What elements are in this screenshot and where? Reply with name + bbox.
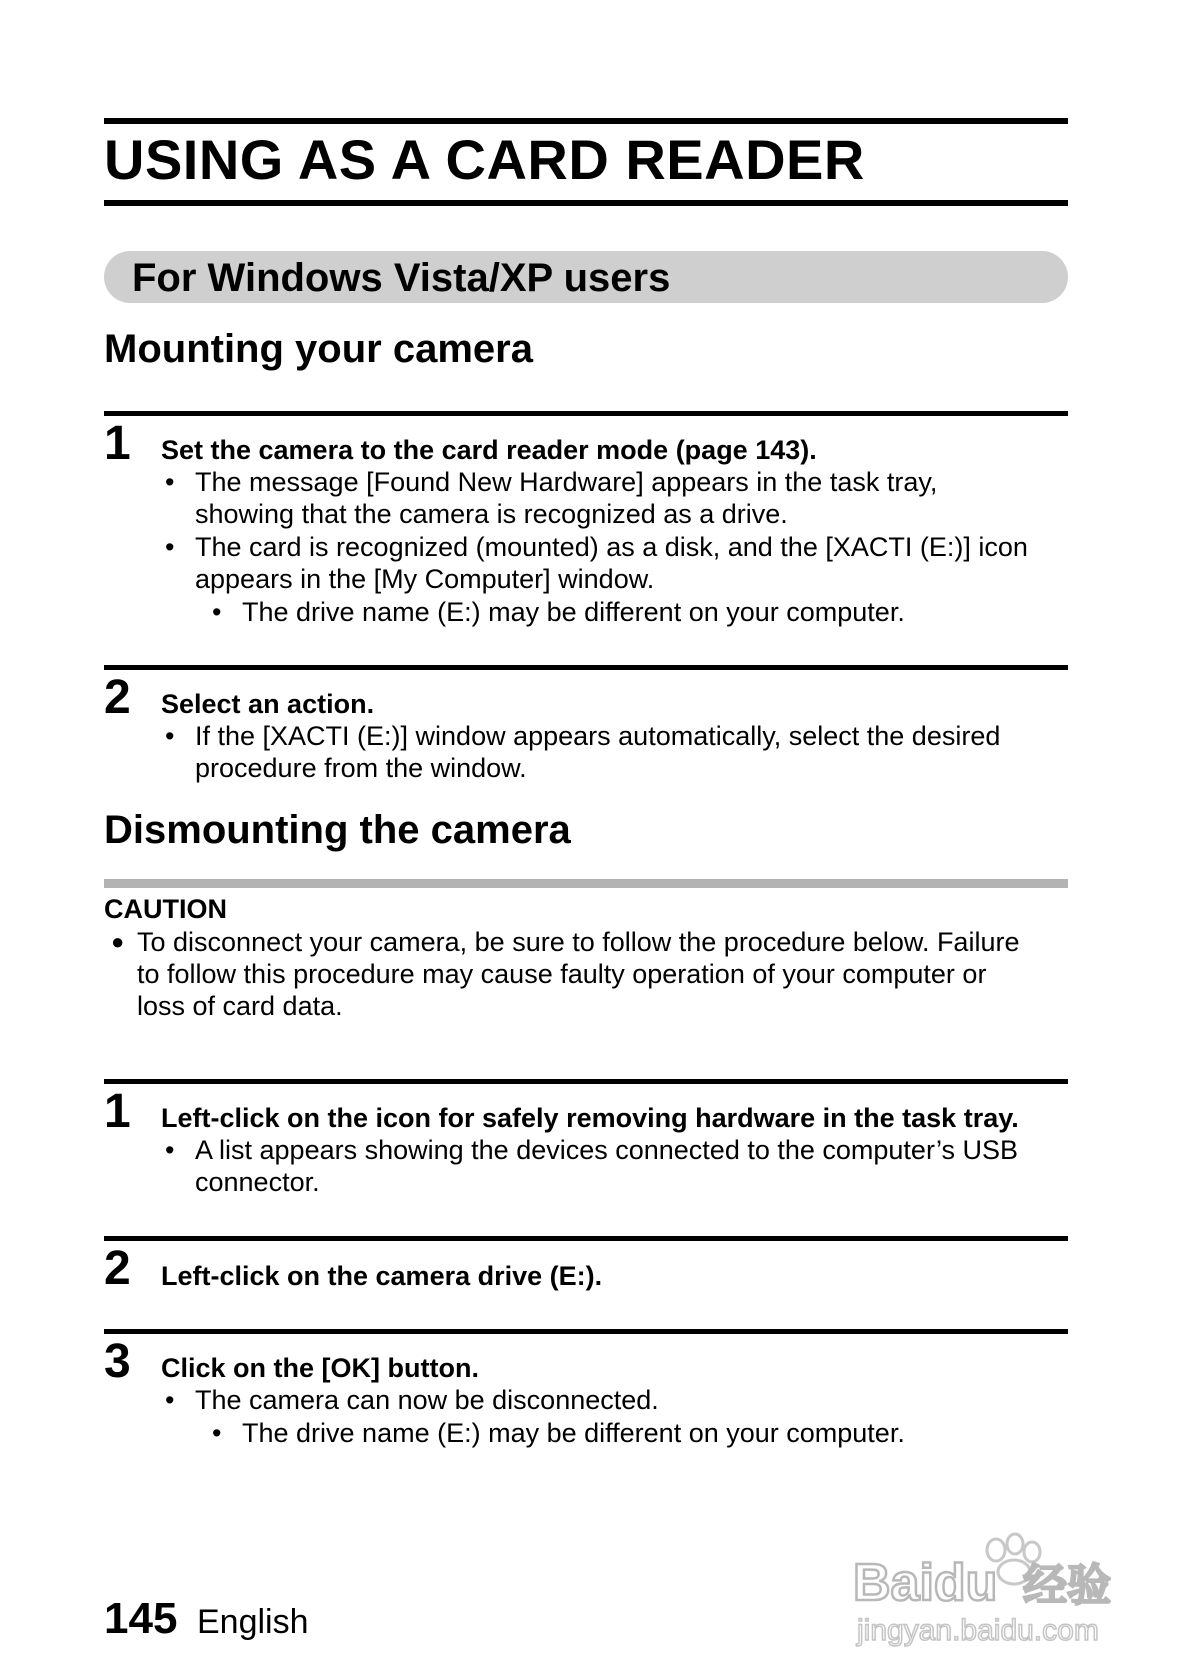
bullet-icon: • (165, 467, 175, 497)
dismounting-heading: Dismounting the camera (104, 808, 571, 852)
bullet-icon: • (165, 721, 175, 751)
bullet-icon: • (165, 1385, 175, 1415)
step-number: 2 (104, 671, 131, 724)
step-number: 1 (104, 417, 131, 470)
caution-bullet-icon: ● (111, 929, 125, 954)
page-language: English (197, 1603, 309, 1641)
watermark-brand: Baidu (853, 1554, 998, 1612)
sub-bullet-icon: • (212, 1418, 222, 1448)
sub-bullet-text: The drive name (E:) may be different on your computer. (242, 597, 905, 627)
caution-text: loss of card data. (137, 991, 343, 1021)
bullet-text: A list appears showing the devices connected to the computer’s USB (195, 1135, 1018, 1165)
page-number: 145 (104, 1594, 178, 1643)
bullet-text: procedure from the window. (195, 753, 527, 783)
bullet-icon: • (165, 532, 175, 562)
step-title: Click on the [OK] button. (161, 1353, 479, 1383)
step-number: 1 (104, 1085, 131, 1138)
watermark-chinese: 经验 (1023, 1560, 1111, 1611)
step-rule (104, 1079, 1068, 1084)
step-rule (104, 1236, 1068, 1241)
caution-text: To disconnect your camera, be sure to follow the procedure below. Failure (137, 927, 1020, 957)
sub-bullet-text: The drive name (E:) may be different on your computer. (242, 1418, 905, 1448)
baidu-watermark (853, 1522, 1133, 1652)
bullet-text: connector. (195, 1167, 320, 1197)
step-title: Set the camera to the card reader mode (page 143). (161, 435, 817, 465)
bullet-text: The camera can now be disconnected. (195, 1385, 659, 1415)
bullet-text: showing that the camera is recognized as a drive. (195, 499, 788, 529)
step-title: Left-click on the camera drive (E:). (161, 1261, 603, 1291)
step-title: Select an action. (161, 689, 375, 719)
step-title: Left-click on the icon for safely removing hardware in the task tray. (161, 1103, 1019, 1133)
title-rule-top (104, 118, 1068, 124)
step-rule (104, 411, 1068, 416)
step-rule (104, 665, 1068, 670)
step-rule (104, 1329, 1068, 1334)
caution-bar (104, 879, 1068, 888)
bullet-icon: • (165, 1135, 175, 1165)
step-number: 2 (104, 1242, 131, 1295)
bullet-text: If the [XACTI (E:)] window appears automatically, select the desired (195, 721, 1001, 751)
caution-label: CAUTION (104, 894, 227, 924)
page-title: USING AS A CARD READER (104, 128, 865, 191)
sub-bullet-icon: • (212, 597, 222, 627)
step-number: 3 (104, 1335, 131, 1388)
bullet-text: The card is recognized (mounted) as a disk, and the [XACTI (E:)] icon (195, 532, 1028, 562)
title-rule-bottom (104, 200, 1068, 206)
section-title: For Windows Vista/XP users (132, 256, 671, 300)
watermark-url: jingyan.baidu.com (857, 1614, 1099, 1647)
bullet-text: The message [Found New Hardware] appears in the task tray, (195, 467, 938, 497)
mounting-heading: Mounting your camera (104, 327, 533, 371)
bullet-text: appears in the [My Computer] window. (195, 564, 655, 594)
caution-text: to follow this procedure may cause faulty operation of your computer or (137, 959, 987, 989)
